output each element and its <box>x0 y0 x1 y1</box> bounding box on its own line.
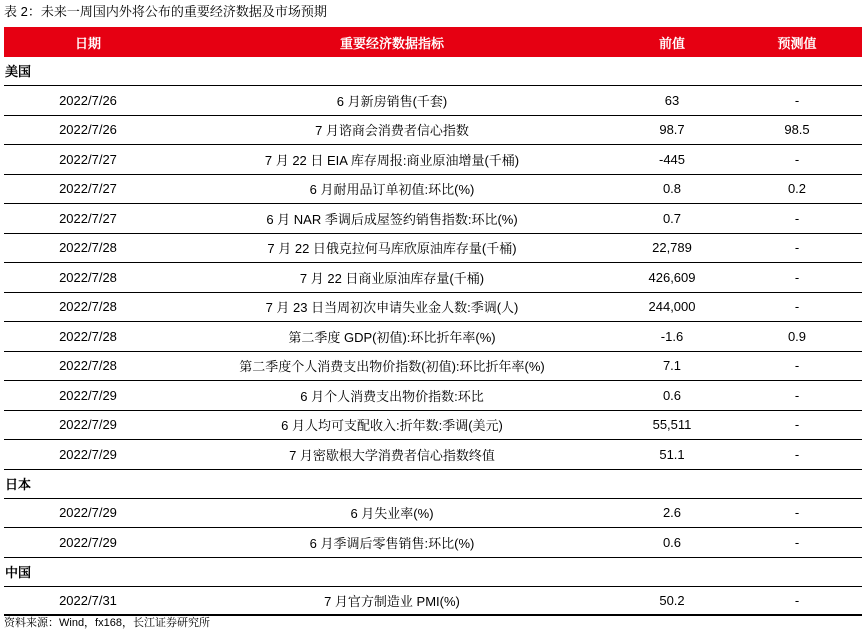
cell-forecast: 0.2 <box>787 181 807 197</box>
cell-date: 2022/7/26 <box>59 92 117 108</box>
cell-indicator: 6 月人均可支配收入:折年数:季调(美元) <box>281 418 503 434</box>
cell-indicator: 6 月耐用品订单初值:环比(%) <box>309 182 475 198</box>
cell-date: 2022/7/31 <box>59 592 117 608</box>
table-body <box>4 57 862 616</box>
cell-forecast: - <box>794 240 800 256</box>
table-caption: 表 2：未来一周国内外将公布的重要经济数据及市场预期 <box>4 4 327 19</box>
table-row <box>4 440 862 470</box>
cell-previous: 426,609 <box>648 269 696 285</box>
cell-previous: 0.6 <box>662 534 682 550</box>
cell-forecast: - <box>794 417 800 433</box>
cell-forecast: - <box>794 358 800 374</box>
cell-indicator: 6 月季调后零售销售:环比(%) <box>309 535 475 551</box>
table-row <box>4 175 862 205</box>
cell-forecast: - <box>794 269 800 285</box>
cell-forecast: - <box>794 92 800 108</box>
cell-date: 2022/7/28 <box>59 299 117 315</box>
cell-date: 2022/7/29 <box>59 534 117 550</box>
cell-indicator: 7 月谘商会消费者信心指数 <box>315 123 469 139</box>
group-header: 日本 <box>4 470 862 499</box>
cell-indicator: 6 月失业率(%) <box>350 506 434 522</box>
header-indicator: 重要经济数据指标 <box>339 35 444 51</box>
cell-previous: 63 <box>664 92 680 108</box>
cell-previous: 22,789 <box>652 240 692 256</box>
cell-forecast: - <box>794 387 800 403</box>
cell-date: 2022/7/29 <box>59 505 117 521</box>
cell-forecast: - <box>794 299 800 315</box>
cell-previous: 51.1 <box>659 446 685 462</box>
cell-date: 2022/7/29 <box>59 387 117 403</box>
cell-forecast: - <box>794 592 800 608</box>
table-row <box>4 86 862 116</box>
cell-date: 2022/7/29 <box>59 417 117 433</box>
cell-indicator: 第二季度个人消费支出物价指数(初值):环比折年率(%) <box>239 359 545 375</box>
cell-indicator: 6 月 NAR 季调后成屋签约销售指数:环比(%) <box>266 211 518 227</box>
cell-date: 2022/7/28 <box>59 358 117 374</box>
table-row <box>4 204 862 234</box>
cell-indicator: 6 月个人消费支出物价指数:环比 <box>300 388 484 404</box>
cell-previous: 0.8 <box>662 181 682 197</box>
table-row <box>4 381 862 411</box>
table-row <box>4 322 862 352</box>
table-row <box>4 587 862 617</box>
cell-date: 2022/7/28 <box>59 328 117 344</box>
cell-previous: 244,000 <box>648 299 696 315</box>
cell-forecast: - <box>794 534 800 550</box>
cell-previous: 55,511 <box>652 417 692 433</box>
table-row <box>4 293 862 323</box>
table-row <box>4 263 862 293</box>
table-row <box>4 499 862 529</box>
table-row <box>4 145 862 175</box>
cell-forecast: - <box>794 210 800 226</box>
cell-forecast: 0.9 <box>787 328 807 344</box>
cell-date: 2022/7/28 <box>59 269 117 285</box>
table-row <box>4 352 862 382</box>
economic-data-table <box>4 27 862 616</box>
table-row <box>4 411 862 441</box>
header-date: 日期 <box>74 35 101 51</box>
cell-forecast: 98.5 <box>784 122 810 138</box>
table-row <box>4 528 862 558</box>
header-forecast: 预测值 <box>777 35 817 51</box>
cell-indicator: 7 月 23 日当周初次申请失业金人数:季调(人) <box>265 300 519 316</box>
group-header: 美国 <box>4 57 862 86</box>
cell-date: 2022/7/29 <box>59 446 117 462</box>
cell-indicator: 6 月新房销售(千套) <box>336 93 448 109</box>
cell-indicator: 7 月 22 日商业原油库存量(千桶) <box>299 270 485 286</box>
cell-previous: 98.7 <box>659 122 685 138</box>
table-row <box>4 234 862 264</box>
cell-forecast: - <box>794 505 800 521</box>
cell-previous: 50.2 <box>659 592 685 608</box>
cell-date: 2022/7/27 <box>59 181 117 197</box>
cell-forecast: - <box>794 151 800 167</box>
cell-indicator: 7 月官方制造业 PMI(%) <box>324 593 460 609</box>
table-header <box>4 27 862 57</box>
cell-indicator: 第二季度 GDP(初值):环比折年率(%) <box>288 329 496 345</box>
cell-date: 2022/7/27 <box>59 210 117 226</box>
cell-indicator: 7 月密歇根大学消费者信心指数终值 <box>289 447 495 463</box>
table-row <box>4 116 862 146</box>
cell-previous: 0.7 <box>662 210 682 226</box>
header-previous: 前值 <box>658 35 685 51</box>
cell-indicator: 7 月 22 日俄克拉何马库欣原油库存量(千桶) <box>267 241 517 257</box>
cell-previous: 7.1 <box>662 358 682 374</box>
cell-date: 2022/7/26 <box>59 122 117 138</box>
cell-forecast: - <box>794 446 800 462</box>
cell-indicator: 7 月 22 日 EIA 库存周报:商业原油增量(千桶) <box>264 152 520 168</box>
cell-previous: -445 <box>658 151 686 167</box>
group-header: 中国 <box>4 558 862 587</box>
cell-date: 2022/7/28 <box>59 240 117 256</box>
source-note: 资料来源：Wind，fx168，长江证券研究所 <box>4 617 210 629</box>
cell-previous: 0.6 <box>662 387 682 403</box>
cell-previous: -1.6 <box>660 328 684 344</box>
cell-date: 2022/7/27 <box>59 151 117 167</box>
cell-previous: 2.6 <box>662 505 682 521</box>
